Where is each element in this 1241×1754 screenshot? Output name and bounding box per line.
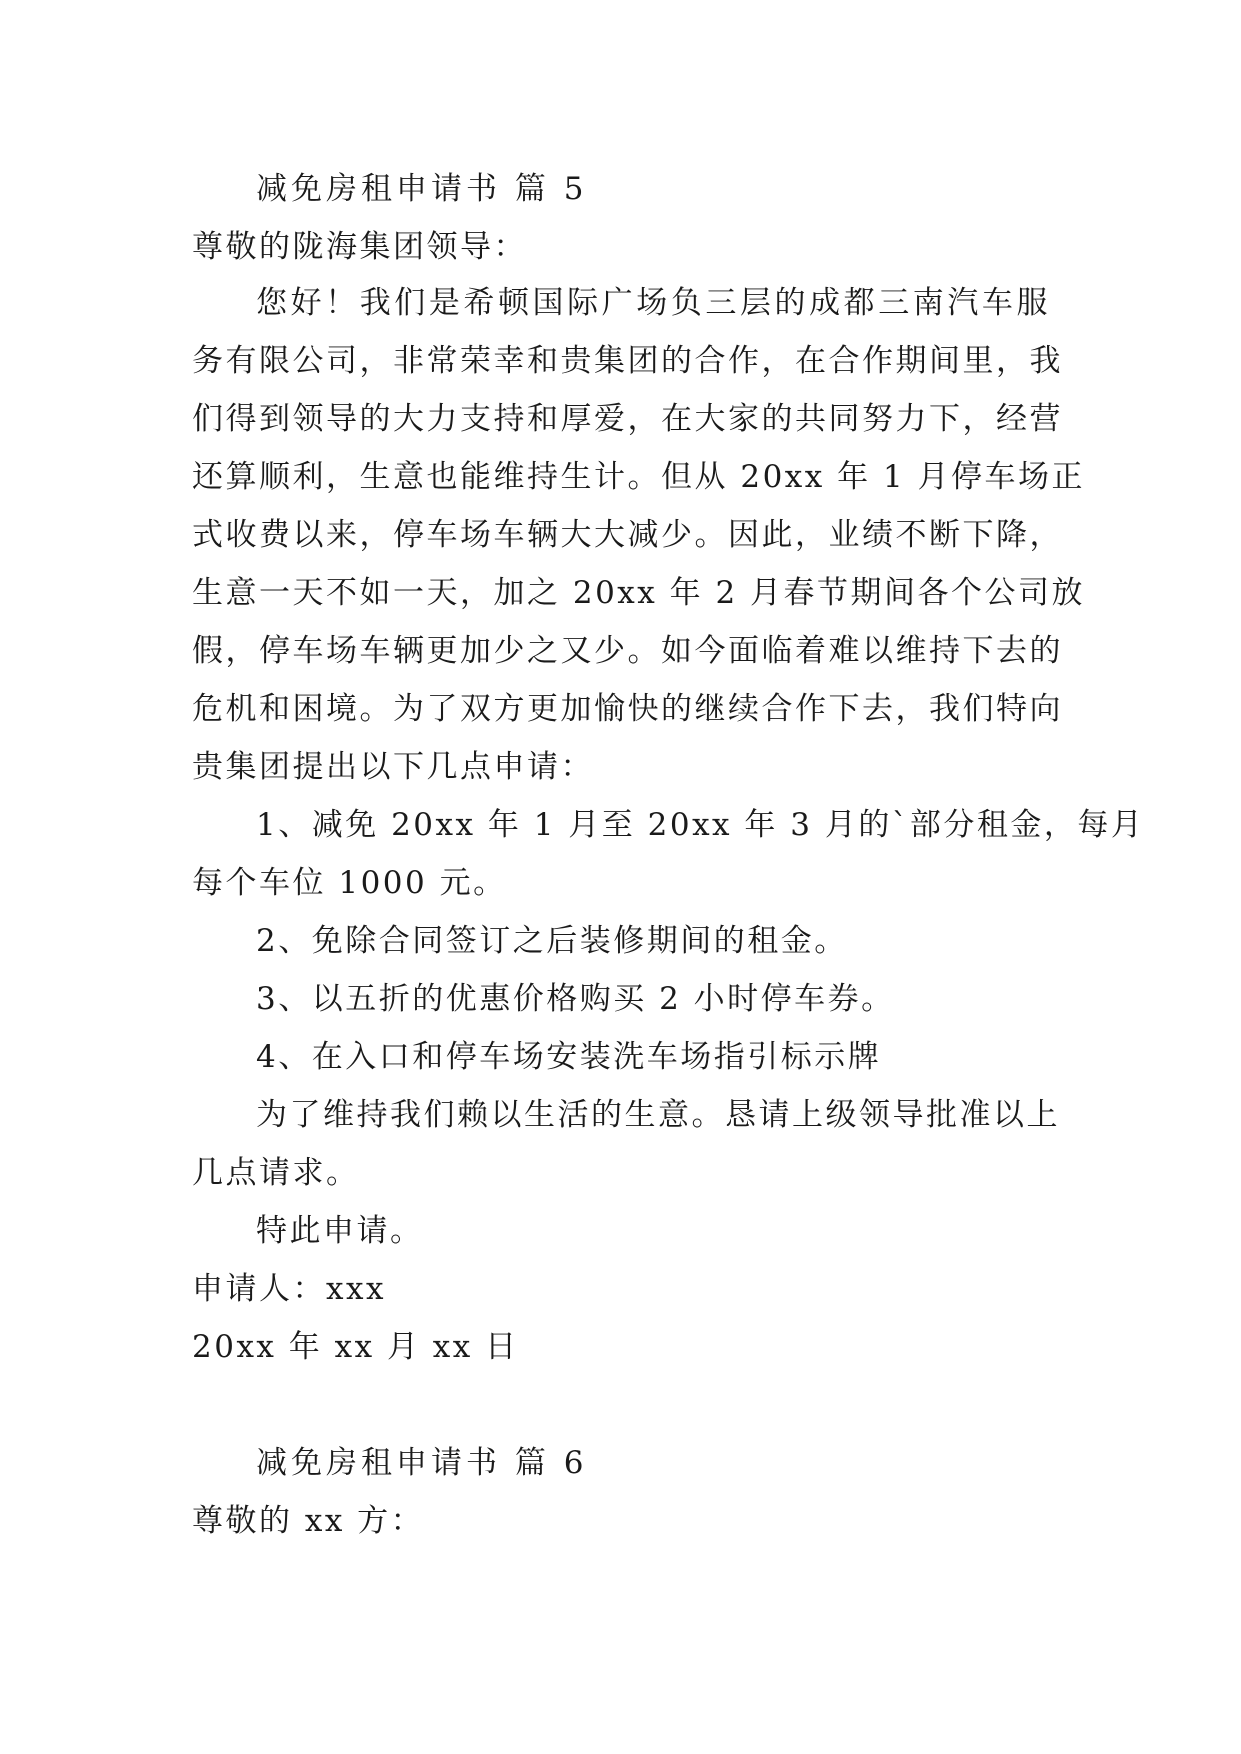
body-line-1: 您好！我们是希顿国际广场负三层的成都三南汽车服 [256,285,1050,321]
special-request: 特此申请。 [256,1213,424,1249]
list-item-2: 2、免除合同签订之后装修期间的租金。 [256,923,848,959]
list-item-3: 3、以五折的优惠价格购买 2 小时停车券。 [256,981,895,1017]
closing-line-1: 为了维持我们赖以生活的生意。恳请上级领导批准以上 [256,1097,1060,1133]
list-item-1-line-1: 1、减免 20xx 年 1 月至 20xx 年 3 月的`部分租金，每月 [256,807,1145,843]
section6-salutation: 尊敬的 xx 方： [192,1503,425,1539]
body-line-9: 贵集团提出以下几点申请： [192,749,594,785]
body-line-2: 务有限公司，非常荣幸和贵集团的合作，在合作期间里，我 [192,343,1063,379]
list-item-4: 4、在入口和停车场安装洗车场指引标示牌 [256,1039,882,1075]
body-line-7: 假，停车场车辆更加少之又少。如今面临着难以维持下去的 [192,633,1063,669]
applicant-signature: 申请人：xxx [192,1271,386,1307]
section5-salutation: 尊敬的陇海集团领导： [192,229,527,265]
list-item-1-line-2: 每个车位 1000 元。 [192,865,507,901]
closing-line-2: 几点请求。 [192,1155,360,1191]
body-line-3: 们得到领导的大力支持和厚爱，在大家的共同努力下，经营 [192,401,1063,437]
body-line-8: 危机和困境。为了双方更加愉快的继续合作下去，我们特向 [192,691,1063,727]
application-date: 20xx 年 xx 月 xx 日 [192,1329,519,1365]
body-line-6: 生意一天不如一天，加之 20xx 年 2 月春节期间各个公司放 [192,575,1086,611]
body-line-4: 还算顺利，生意也能维持生计。但从 20xx 年 1 月停车场正 [192,459,1086,495]
section5-title: 减免房租申请书 篇 5 [256,171,588,207]
section6-title: 减免房租申请书 篇 6 [256,1445,588,1481]
body-line-5: 式收费以来，停车场车辆大大减少。因此，业绩不断下降， [192,517,1063,553]
